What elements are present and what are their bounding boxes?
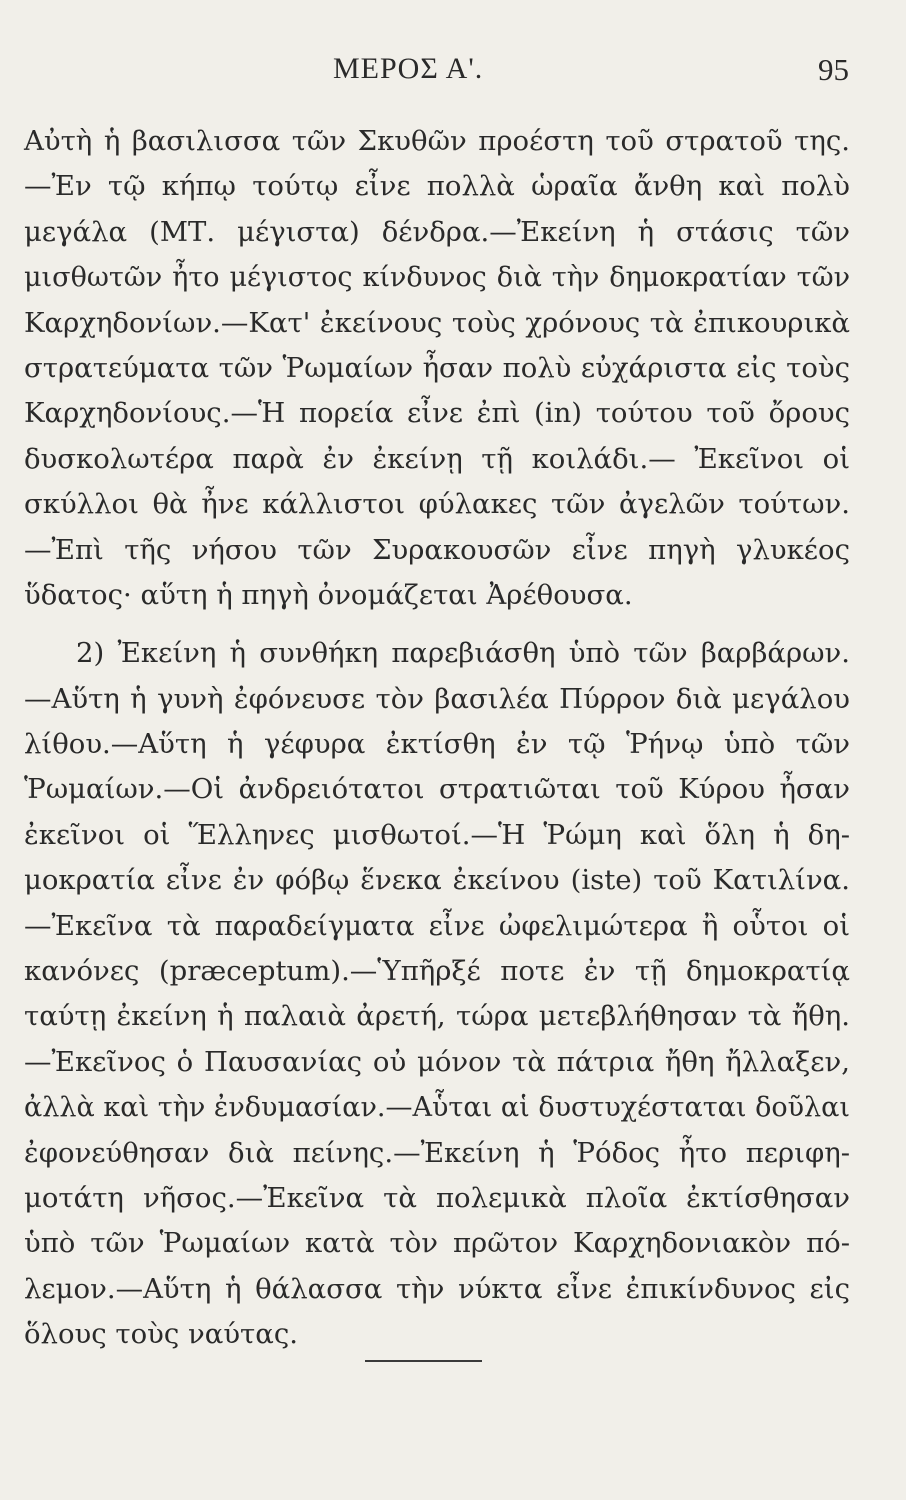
text-line: στρατεύματα τῶν Ῥωμαίων ἦσαν πολὺ εὐχάριστα εἰς τοὺς bbox=[24, 351, 850, 384]
text-line: 2) Ἐκείνη ἡ συνθήκη παρεβιάσθη ὑπὸ τῶν βαρβάρων. bbox=[76, 637, 850, 670]
text-line: —Ἐπὶ τῆς νήσου τῶν Συρακουσῶν εἶνε πηγὴ γλυκέος bbox=[24, 533, 850, 566]
text-line: ὑπὸ τῶν Ῥωμαίων κατὰ τὸν πρῶτον Καρχηδονιακὸν πό- bbox=[24, 1227, 850, 1260]
text-line: Ῥωμαίων.—Οἱ ἀνδρειότατοι στρατιῶται τοῦ Κύρου ἦσαν bbox=[24, 773, 850, 806]
running-head bbox=[0, 52, 906, 92]
section-divider-rule bbox=[365, 1360, 482, 1362]
paragraph-2 bbox=[24, 631, 850, 1357]
text-line: σκύλλοι θὰ ἦνε κάλλιστοι φύλακες τῶν ἀγελῶν τούτων. bbox=[24, 488, 850, 521]
text-line: ὅλους τοὺς ναύτας. bbox=[24, 1318, 298, 1351]
text-line: —Ἐκεῖνα τὰ παραδείγματα εἶνε ὠφελιμώτερα ἢ οὗτοι οἱ bbox=[24, 909, 850, 942]
text-line: —Ἐν τῷ κήπῳ τούτῳ εἶνε πολλὰ ὡραῖα ἄνθη καὶ πολὺ bbox=[24, 170, 850, 203]
text-line: μοκρατία εἶνε ἐν φόβῳ ἕνεκα ἐκείνου (iste) τοῦ Κατιλίνα. bbox=[24, 864, 850, 897]
text-line: ἐφονεύθησαν διὰ πείνης.—Ἐκείνη ἡ Ῥόδος ἦτο περιφη- bbox=[24, 1136, 850, 1169]
paragraph-gap bbox=[24, 618, 850, 631]
body-text bbox=[24, 119, 850, 1358]
text-line: Καρχηδονίους.—Ἡ πορεία εἶνε ἐπὶ (in) τούτου τοῦ ὄρους bbox=[24, 397, 850, 430]
text-line: ὕδατος· αὕτη ἡ πηγὴ ὀνομάζεται Ἀρέθουσα. bbox=[24, 578, 633, 611]
text-line: Καρχηδονίων.—Κατ' ἐκείνους τοὺς χρόνους τὰ ἐπικουρικὰ bbox=[24, 306, 850, 339]
text-line: ταύτῃ ἐκείνη ἡ παλαιὰ ἀρετή, τώρα μετεβλήθησαν τὰ ἤθη. bbox=[24, 1000, 850, 1033]
text-line: κανόνες (præceptum).—Ὑπῆρξέ ποτε ἐν τῇ δημοκρατίᾳ bbox=[24, 955, 850, 988]
page-number: 95 bbox=[818, 52, 849, 87]
text-line: λίθου.—Αὕτη ἡ γέφυρα ἐκτίσθη ἐν τῷ Ῥήνῳ ὑπὸ τῶν bbox=[24, 728, 850, 761]
text-line: μεγάλα (ΜΤ. μέγιστα) δένδρα.—Ἐκείνη ἡ στάσις τῶν bbox=[24, 215, 850, 248]
text-line: ἀλλὰ καὶ τὴν ἐνδυμασίαν.—Αὗται αἱ δυστυχέσταται δοῦλαι bbox=[24, 1092, 850, 1124]
text-line: δυσκολωτέρα παρὰ ἐν ἐκείνῃ τῇ κοιλάδι.— Ἐκεῖνοι οἱ bbox=[24, 442, 850, 475]
text-line: —Ἐκεῖνος ὁ Παυσανίας οὐ μόνον τὰ πάτρια ἤθη ἤλλαξεν, bbox=[24, 1045, 850, 1078]
text-line: ἐκεῖνοι οἱ Ἕλληνες μισθωτοί.—Ἡ Ῥώμη καὶ ὅλη ἡ δη- bbox=[24, 818, 850, 851]
text-line: Αὐτὴ ἡ βασιλισσα τῶν Σκυθῶν προέστη τοῦ στρατοῦ της. bbox=[24, 125, 850, 157]
text-line: μισθωτῶν ἦτο μέγιστος κίνδυνος διὰ τὴν δημοκρατίαν τῶν bbox=[24, 262, 850, 294]
paragraph-1 bbox=[24, 119, 850, 618]
running-head-title: ΜΕΡΟΣ Α'. bbox=[333, 52, 484, 85]
text-line: —Αὕτη ἡ γυνὴ ἐφόνευσε τὸν βασιλέα Πύρρον διὰ μεγάλου bbox=[24, 682, 850, 715]
text-line: μοτάτη νῆσος.—Ἐκεῖνα τὰ πολεμικὰ πλοῖα ἐκτίσθησαν bbox=[24, 1181, 850, 1214]
text-line: λεμον.—Αὕτη ἡ θάλασσα τὴν νύκτα εἶνε ἐπικίνδυνος εἰς bbox=[24, 1272, 850, 1305]
